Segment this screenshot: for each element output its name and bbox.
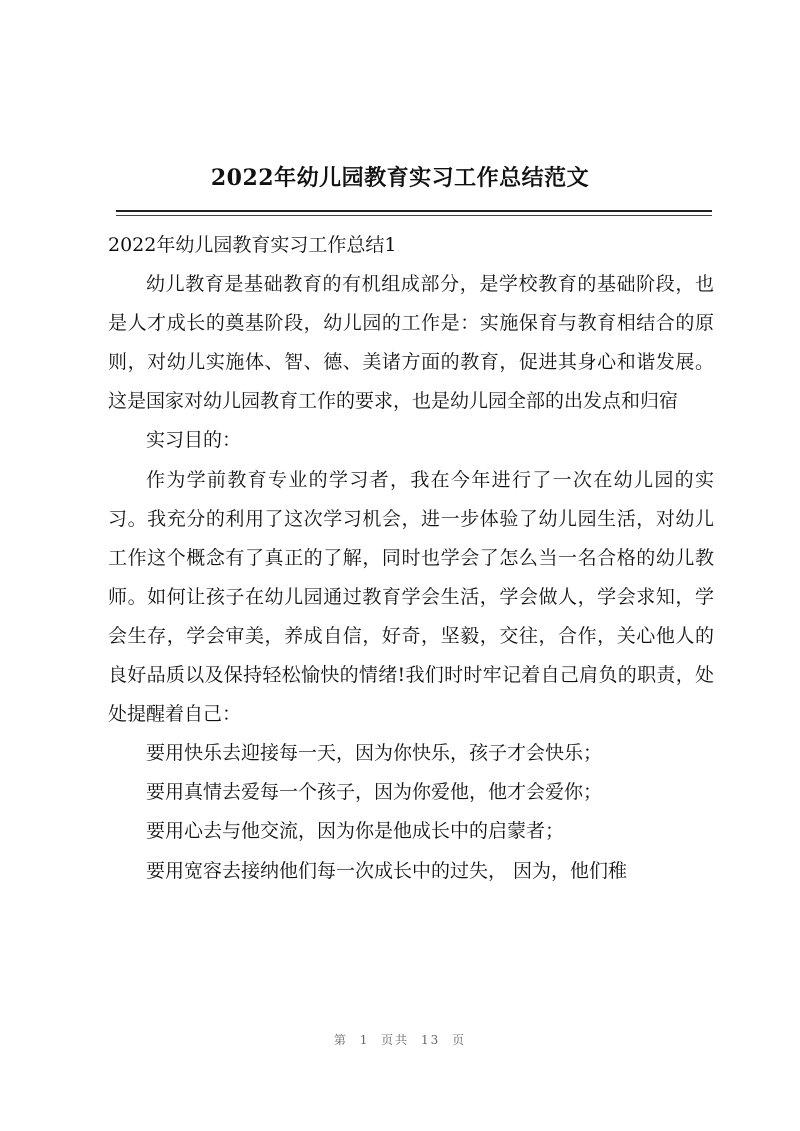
document-title: 2022年幼儿园教育实习工作总结范文: [210, 165, 590, 191]
footer-total-pages: 13: [421, 1033, 441, 1047]
paragraph-purpose-label: 实习目的：: [146, 429, 242, 452]
footer-prefix: 第: [333, 1033, 348, 1047]
paragraph-reminder-3: 要用心去与他交流，因为你是他成长中的启蒙者；: [146, 820, 565, 843]
paragraph-reminder-2: 要用真情去爱每一个孩子，因为你爱他，他才会爱你；: [146, 781, 603, 804]
paragraph-internship: 作为学前教育专业的学习者，我在今年进行了一次在幼儿园的实习。我充分的利用了这次学习机会，进一步体验了幼儿园生活，对幼儿工作这个概念有了真正的了解，同时也学会了怎么当一名合格的幼儿教师。如何让孩子在幼儿园通过教育学会生活，学会做人，学会求知，学会生存，学会审美，养成自信，好奇，坚毅，交往，合作，关心他人的良好品质以及保持轻松愉快的情绪!我们时时牢记着自己肩负的职责，处处提醒着自己：: [108, 468, 714, 726]
title-underline: [116, 210, 712, 212]
footer-suffix: 页: [452, 1033, 467, 1047]
page-footer: [0, 1031, 800, 1048]
document-body: [108, 226, 714, 891]
title-underline-thin: [116, 215, 712, 216]
footer-middle: 页共: [381, 1033, 410, 1047]
section-heading: 2022年幼儿园教育实习工作总结1: [108, 234, 397, 256]
paragraph-reminder-4: 要用宽容去接纳他们每一次成长中的过失， 因为，他们稚: [146, 859, 628, 882]
paragraph-intro: 幼儿教育是基础教育的有机组成部分，是学校教育的基础阶段，也是人才成长的奠基阶段，幼儿园的工作是：实施保育与教育相结合的原则，对幼儿实施体、智、德、美诸方面的教育，促进其身心和谐发展。这是国家对幼儿园教育工作的要求，也是幼儿园全部的出发点和归宿: [108, 273, 714, 413]
paragraph-reminder-1: 要用快乐去迎接每一天，因为你快乐，孩子才会快乐；: [146, 742, 603, 765]
footer-current-page: 1: [359, 1033, 370, 1047]
